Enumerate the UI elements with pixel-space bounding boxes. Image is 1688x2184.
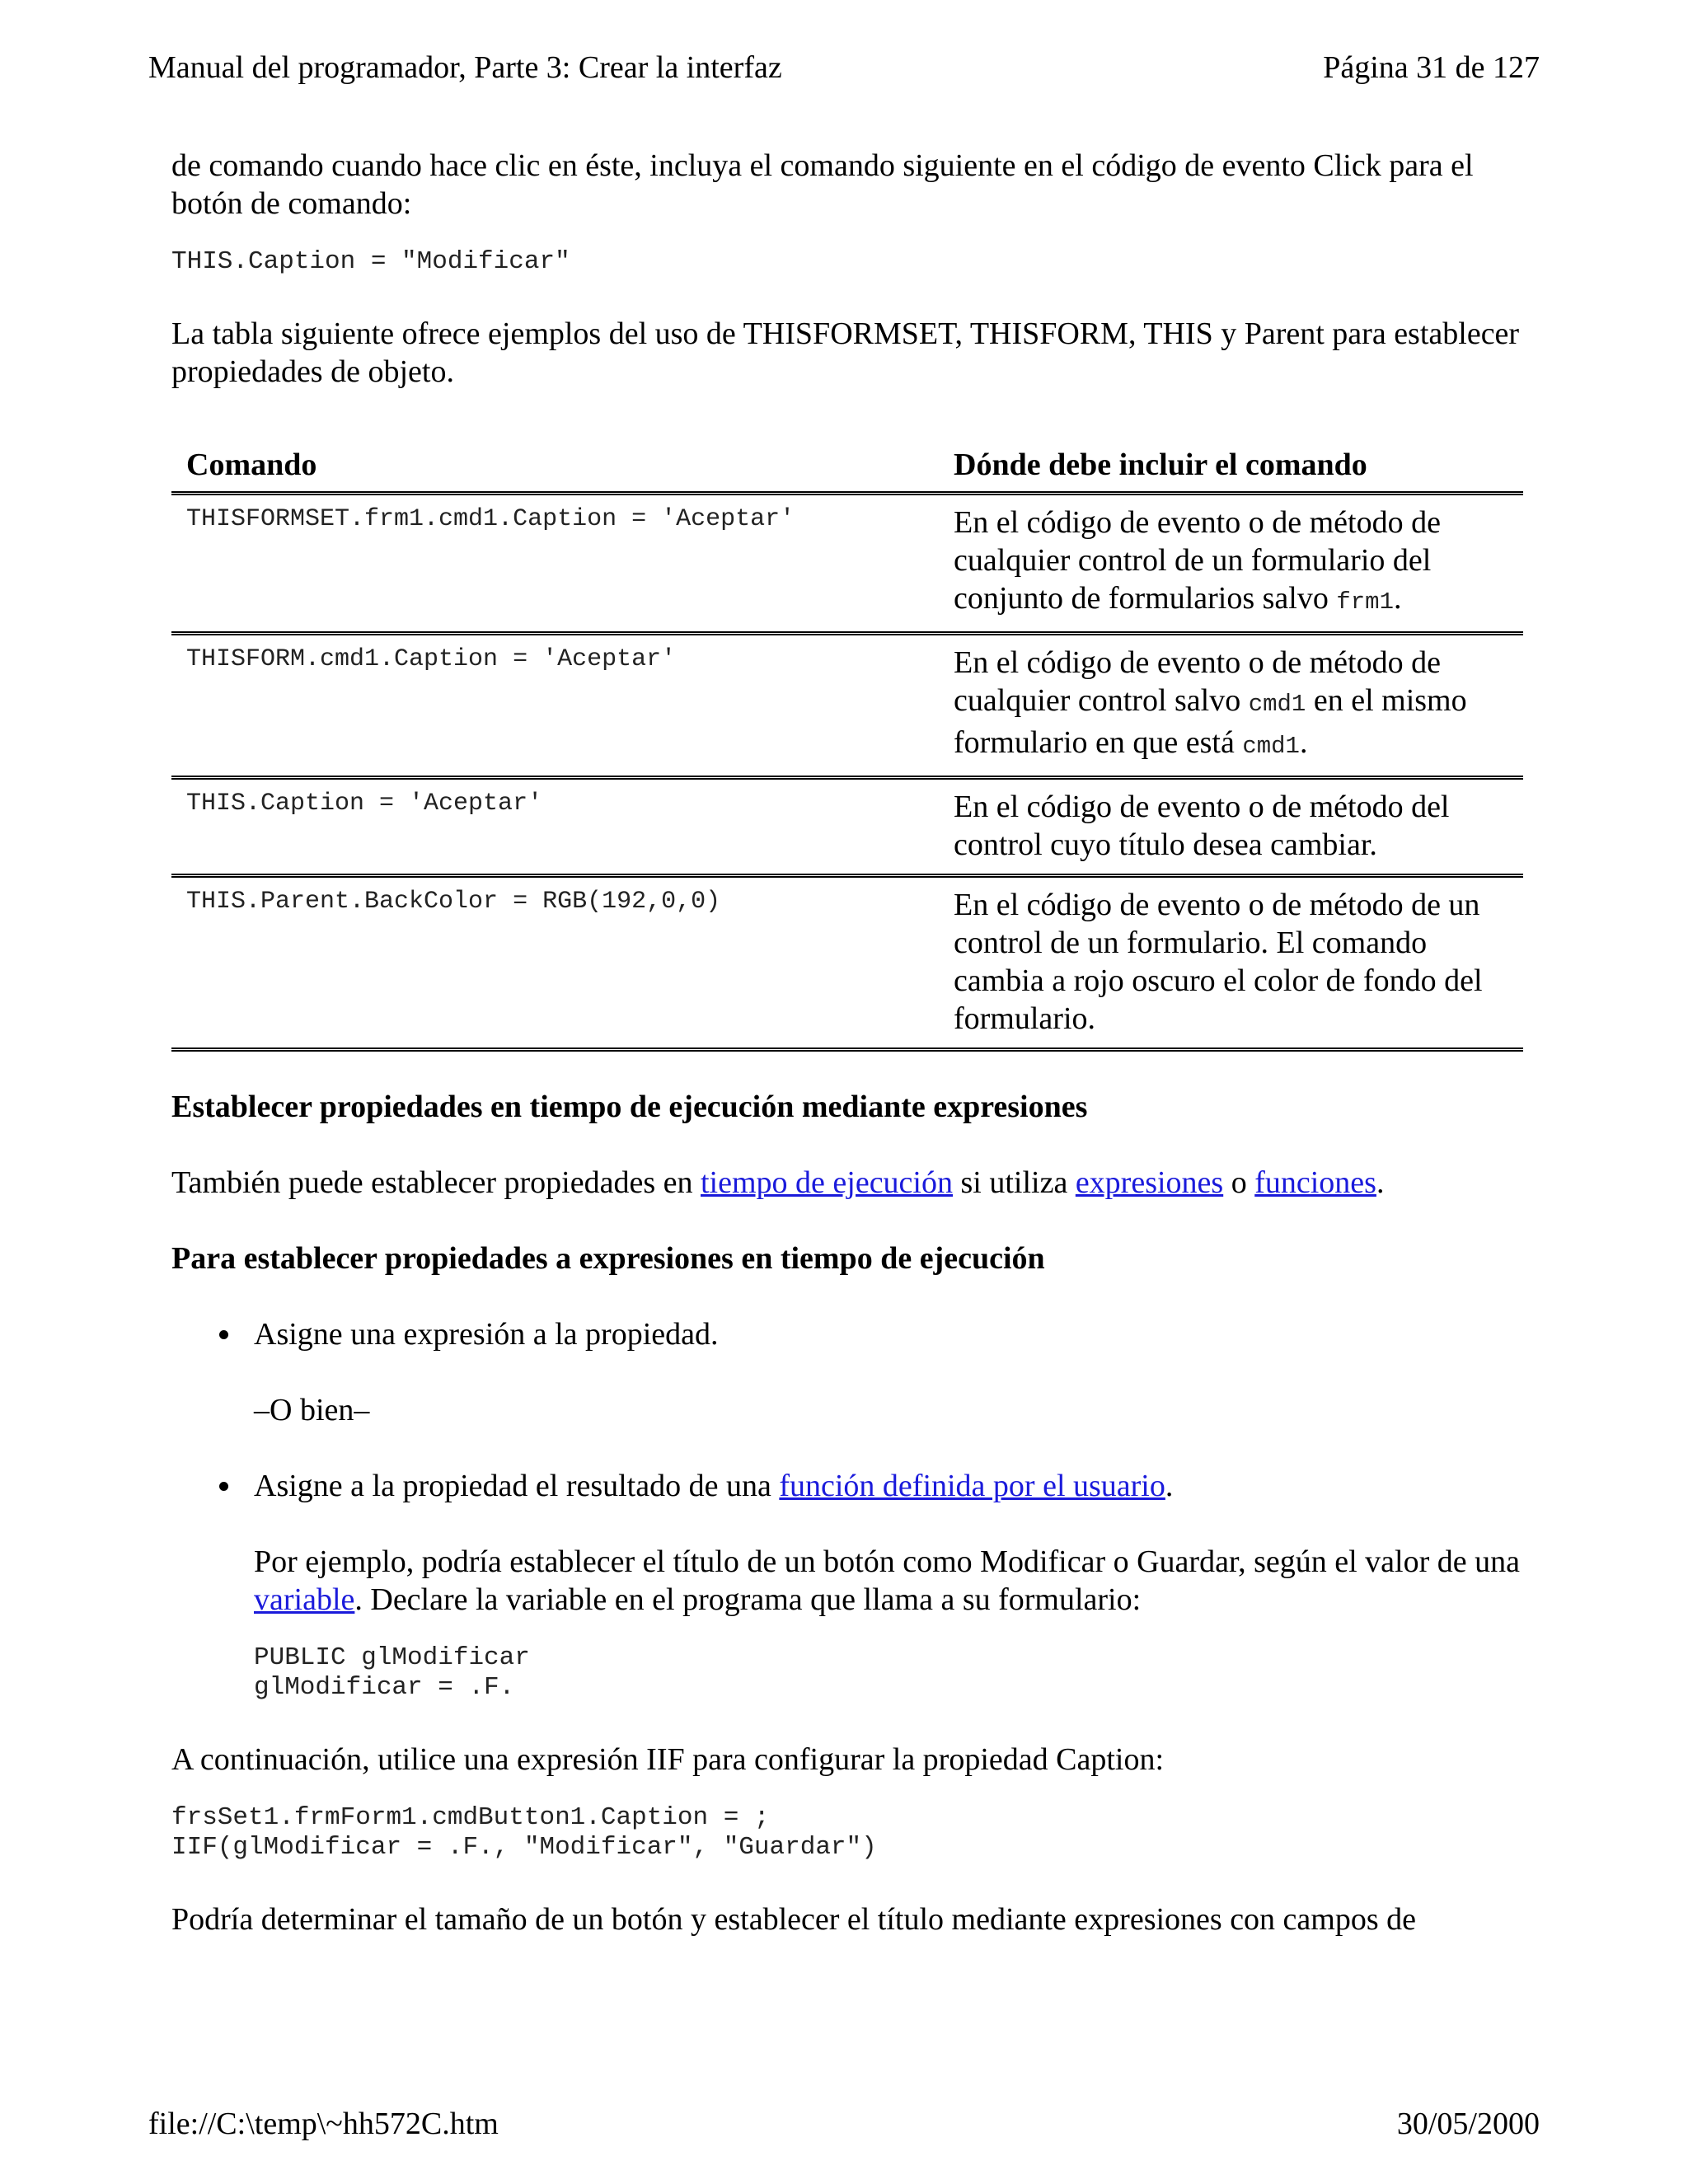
procedure-list bbox=[171, 1315, 1523, 1353]
intro-paragraph: de comando cuando hace clic en éste, incluya el comando siguiente en el código de evento Click para el botón de comando: bbox=[171, 148, 1474, 221]
example-paragraph: Por ejemplo, podría establecer el título de un botón como Modificar o Guardar, según el valor de una variable. Declare la variable en el programa que llama a su formulario: bbox=[254, 1544, 1520, 1617]
closing-paragraph: Podría determinar el tamaño de un botón y establecer el título mediante expresiones con campos de bbox=[171, 1902, 1416, 1937]
section-heading: Establecer propiedades en tiempo de ejecución mediante expresiones bbox=[171, 1090, 1088, 1124]
procedure-heading: Para establecer propiedades a expresiones en tiempo de ejecución bbox=[171, 1241, 1045, 1276]
table-cell-description: En el código de evento o de método de cualquier control de un formulario del conjunto de formularios salvo frm1. bbox=[939, 495, 1523, 635]
table-header-location: Dónde debe incluir el comando bbox=[939, 440, 1523, 495]
bullet-icon bbox=[219, 1482, 228, 1491]
table-cell-command: THISFORMSET.frm1.cmd1.Caption = 'Aceptar' bbox=[171, 495, 939, 635]
page-header bbox=[148, 49, 1540, 86]
table-cell-command: THISFORM.cmd1.Caption = 'Aceptar' bbox=[171, 635, 939, 780]
code-block-public: PUBLIC glModificar glModificar = .F. bbox=[254, 1643, 530, 1702]
page-footer bbox=[148, 2106, 1540, 2142]
code-block-caption: THIS.Caption = "Modificar" bbox=[171, 247, 570, 276]
page-content bbox=[171, 147, 1523, 1938]
table-cell-command: THIS.Parent.BackColor = RGB(192,0,0) bbox=[171, 878, 939, 1052]
table-cell-command: THIS.Caption = 'Aceptar' bbox=[171, 780, 939, 878]
link-tiempo-ejecucion[interactable]: tiempo de ejecución bbox=[701, 1165, 953, 1200]
section-paragraph: También puede establecer propiedades en tiempo de ejecución si utiliza expresiones o funciones. bbox=[171, 1165, 1385, 1200]
link-expresiones[interactable]: expresiones bbox=[1075, 1165, 1224, 1200]
examples-table bbox=[171, 440, 1523, 1052]
link-funciones[interactable]: funciones bbox=[1254, 1165, 1376, 1200]
footer-file-path: file://C:\temp\~hh572C.htm bbox=[148, 2107, 499, 2141]
bullet-icon bbox=[219, 1330, 228, 1339]
table-row bbox=[171, 780, 1523, 878]
table-cell-description: En el código de evento o de método del control cuyo título desea cambiar. bbox=[939, 780, 1523, 878]
header-title: Manual del programador, Parte 3: Crear la interfaz bbox=[148, 50, 782, 85]
code-block-iif: frsSet1.frmForm1.cmdButton1.Caption = ; IIF(glModificar = .F., "Modificar", "Guardar") bbox=[171, 1803, 877, 1862]
procedure-list-2 bbox=[171, 1467, 1523, 1505]
or-separator: –O bien– bbox=[254, 1393, 370, 1427]
link-funcion-definida[interactable]: función definida por el usuario bbox=[779, 1469, 1165, 1503]
header-page-number: Página 31 de 127 bbox=[1323, 50, 1540, 85]
table-cell-description: En el código de evento o de método de cualquier control salvo cmd1 en el mismo formulario en que está cmd1. bbox=[939, 635, 1523, 780]
table-intro-paragraph: La tabla siguiente ofrece ejemplos del uso de THISFORMSET, THISFORM, THIS y Parent para establecer propiedades de objeto. bbox=[171, 316, 1520, 389]
table-header-command: Comando bbox=[171, 440, 939, 495]
table-cell-description: En el código de evento o de método de un control de un formulario. El comando cambia a rojo oscuro el color de fondo del formulario. bbox=[939, 878, 1523, 1052]
iif-paragraph: A continuación, utilice una expresión IIF para configurar la propiedad Caption: bbox=[171, 1742, 1165, 1777]
list-item: Asigne una expresión a la propiedad. bbox=[254, 1315, 1523, 1353]
table-row bbox=[171, 495, 1523, 635]
list-item: Asigne a la propiedad el resultado de una función definida por el usuario. bbox=[254, 1467, 1523, 1505]
link-variable[interactable]: variable bbox=[254, 1582, 355, 1617]
table-row bbox=[171, 635, 1523, 780]
table-row bbox=[171, 878, 1523, 1052]
footer-date: 30/05/2000 bbox=[1396, 2107, 1540, 2141]
